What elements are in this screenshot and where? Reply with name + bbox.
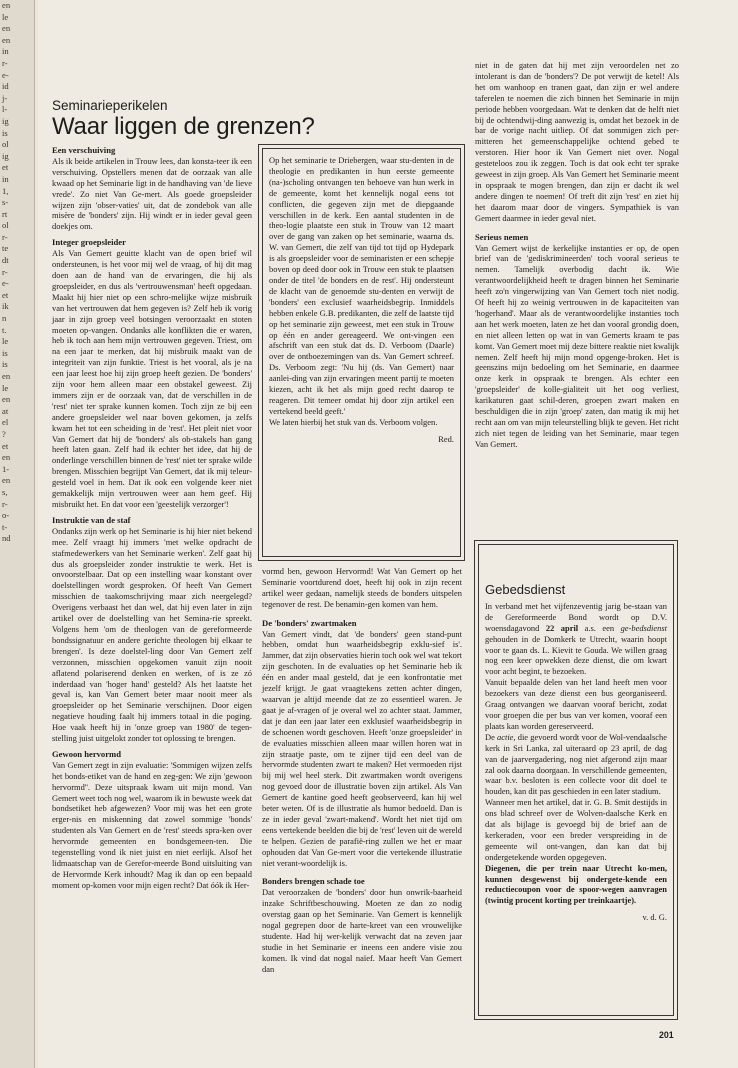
margin-fragment: le [2, 11, 9, 22]
text-run: a.s. een [578, 622, 621, 633]
margin-fragment: en [2, 23, 11, 34]
margin-fragment: en [2, 0, 11, 10]
date-text: 22 april [545, 622, 579, 633]
margin-fragment: n [2, 313, 7, 324]
margin-fragment: j- [2, 92, 8, 103]
margin-fragment: et [2, 289, 9, 300]
heading-een-verschuiving: Een verschuiving [52, 145, 116, 155]
page-number: 201 [659, 1030, 674, 1040]
editor-note-text [269, 155, 454, 445]
gebedsdienst-box [474, 540, 678, 1020]
article-column-3 [475, 60, 679, 535]
margin-fragment: e- [2, 69, 9, 80]
margin-fragment: s, [2, 486, 8, 497]
text-run-italic: ge-bedsdienst [620, 622, 667, 633]
margin-fragment: in [2, 173, 9, 184]
margin-fragment: el [2, 417, 9, 428]
article-column-1 [52, 145, 252, 1020]
margin-fragment: en [2, 34, 11, 45]
heading-serieus-nemen: Serieus nemen [475, 231, 529, 242]
paragraph: Wanneer men het artikel, dat ir. G. B. Smit destijds in ons blad schreef over de Wolven-daalsche Kerk en dat als bijlage is gevoegd bij de brief aan de kerkeraden, voor een breder verspreiding in de gemeente wil ont-vangen, dan kan dat bij ondergetekende worden opgegeven. [485, 797, 667, 862]
heading-bonders-zwartmaken: De 'bonders' zwartmaken [262, 617, 357, 628]
margin-fragment: s- [2, 197, 9, 208]
margin-fragment: et [2, 440, 9, 451]
editor-note-box [258, 144, 465, 561]
paragraph: Van Gemert vindt, dat 'de bonders' geen stand-punt hebben, omdat hun waarheidsbegrip exklu-sief is'. Jammer, dat zijn observaties hierin toch ook wel wat tekort zijn geschoten. In de evaluaties op het Seminarie heb ik één en ander maal gesteld, dat je een konfrontatie met jezelf krijgt. Je gaat vraagtekens zetten achter dingen, waarvan je altijd meende dat ze zo essentieel waren. Je gaat je af-vragen of je overal wel zo achter staat. Jammer, dat je dan een jaar later een exklusief waarheidsbegrip in de schoenen wordt geschoven. Heeft 'onze groepsleider' in de evaluaties misschien alleen maar willen horen wat in zijn straatje paste, om te zijner tijd een deel van de hervormde studenten zwart te maken? Het vermoeden rijst bij mij wel heel sterk. Dit zwartmaken wordt overigens nog gevoed door de illustratie boven zijn artikel. Als Van Gemert de kantine goed heeft geobserveerd, kan hij wel beter weten. Of is de illustratie als humor bedoeld. Dan is ze in ieder geval 'zwart-makend'. Wordt het niet tijd om eens vertekende beelden die bij de 'rest' leven uit de wereld te helpen. Gezien de parafië-ring zullen we het er maar ophouden dat Van Ge-mert voor die vertekende illustratie niet verant-woordelijk is. [262, 628, 462, 868]
margin-fragment: ? [2, 428, 6, 439]
margin-fragment: id [2, 81, 9, 92]
margin-fragment: at [2, 405, 9, 416]
paragraph: vormd ben, gewoon Hervormd! Wat Van Gemert op het Seminarie voortdurend doet, heeft hij ook in zijn recent artikel weer gedaan, namelijk steeds de bonders uitspelen tegenover de rest. De benamin-gen komen van hem. [262, 566, 462, 609]
text-run-italic: actie, [497, 731, 516, 742]
margin-fragment: en [2, 452, 11, 463]
margin-fragment: t- [2, 521, 8, 532]
margin-fragment: et [2, 162, 9, 173]
editor-signature: Red. [438, 433, 454, 444]
previous-page-margin [0, 0, 35, 1068]
margin-fragment: dt [2, 255, 9, 266]
heading-integer-groepsleider: Integer groepsleider [52, 237, 126, 248]
heading-gewoon-hervormd: Gewoon hervormd [52, 748, 121, 759]
margin-fragment: ig [2, 150, 9, 161]
margin-fragment: en [2, 394, 11, 405]
paragraph: Dat veroorzaken de 'bonders' door hun onwrik-baarheid inzake Schriftbeschouwing. Moeten ze dan zo nodig overstag gaan op het Seminarie. Van Gemert is kennelijk nogal gegrepen door de harte-kreet van een vrouwelijke studente. Had hij wer-kelijk verwacht dat na zeven jaar studie in het Seminarie er ineens een andere visie zou komen. Ik vind dat nogal naïef. Maar heeft Van Gemert dan [262, 887, 462, 974]
margin-fragment: in [2, 46, 9, 57]
margin-fragment: t. [2, 324, 7, 335]
margin-fragment: rt [2, 208, 8, 219]
paragraph: Vanuit bepaalde delen van het land heeft men voor bezoekers van deze dienst een bus georganiseerd. Graag ontvangen we daarvan vooraf bericht, zodat voor groepen die per bus van ver komen, vooraf een plaats kan worden gereserveerd. [485, 677, 667, 731]
text-run: De [485, 731, 498, 742]
paragraph: Van Gemert zegt in zijn evaluatie: 'Sommigen wijzen zelfs het bonds-etiket van de hand en zeg-gen: We zijn 'gewoon hervormd''. Deze uitspraak kwam uit mijn mond. Van Gemert weet toch nog wel, waarom ik in bewuste week dat bondsetiket heb afgewezen? Voor mij was het een grote erger-nis en miskenning dat zowel sommige 'bonds' studenten als Van Gemert en de 'rest' steeds spra-ken over hervormde gemeenten en bondsgemeen-ten. Die tegenstelling vond ik niet juist en niet eerlijk. Alsof het lidmaatschap van de Gerefor-meerde Bond uitsluiting van de Hervormde Kerk inhoudt? Mag ik dan op een bepaald moment op-komen voor mijn eigen recht? Dat óók ik Her- [52, 759, 252, 890]
margin-fragment: is [2, 347, 8, 358]
margin-fragment: r- [2, 231, 8, 242]
document-page [38, 0, 738, 1068]
gebedsdienst-signature: v. d. G. [642, 912, 667, 923]
margin-fragment: nd [2, 533, 11, 544]
paragraph [485, 601, 667, 677]
text-run: die gevoerd wordt voor de Wol-vendaalsche kerk in Sri Lanka, zal uiteraard op 23 april, de dag van de jaarvergadering, nog niet afgerond zijn maar zal ook daarna doorgaan. In verschillende gemeenten, waar b.v. besloten is een collecte voor dit doel te houden, kan dit pas geschieden in een later stadium. [485, 731, 667, 797]
margin-fragment: r- [2, 498, 8, 509]
paragraph: Van Gemert wijst de kerkelijke instanties er op, de open brief van de 'gediskrimineerden' toch vooral serieus te nemen. Tamelijk overbodig dacht ik. Wie verantwoordelijkheid heeft te dragen binnen het Seminarie heeft zo'n vingerwijzing van Van Gemert toch niet nodig. Of heeft hij zo weinig vertrouwen in de kapaciteiten van 'hogerhand'. Maar als de verantwoordelijke instanties toch aan het werk moeten, laten ze het dan vooral grondig doen, en niet alleen letten op wat in van Gemerts kraam te pas komt. Van Gemert moet mij deze bittere reaktie niet kwalijk nemen. Zelf heeft hij mijn mond opgenge-broken. Het is geenszins mijn bedoeling om het Seminarie, en daarmee onze kerk in opspraak te brengen. Als echter een 'groepsleider' de kolle-gialiteit uit het oog verliest, karikaturen gaat schil-deren, groepen zwart maken en beschuldigen die in zijn 'groep' zaten, dan matig ik mij het recht aan om van mijn teleurstelling blijk te geven. Het richt zich niet tegen de leiding van het Seminarie, maar tegen Van Gemert. [475, 242, 679, 449]
margin-fragment: is [2, 359, 8, 370]
text-run: In verband met het vijfenzeventig jarig be-staan van de Gereformeerde Bond wordt op D.V. woensdagavond [485, 600, 667, 633]
article-kicker: Seminarieperikelen [52, 98, 168, 113]
margin-fragment: le [2, 382, 9, 393]
margin-fragment: te [2, 243, 9, 254]
margin-fragment: o- [2, 510, 10, 521]
paragraph: Ondanks zijn werk op het Seminarie is hij hier niet bekend mee. Zelf vraagt hij immers 'met welke opdracht de stafmedewerkers van het Seminarie werken'. Zelf gaat hij dus als groepsleider zonder instruktie te werk. Het is onvoorstelbaar. Dat op een instelling waar konstant over doelstellingen wordt gesproken. Of heeft Van Gemert misschien de taakomschrijving maar zich neergelegd? Overigens verbaast het dan wel, dat hij even later in zijn artikel over de doelstelling van het Semina-rie spreekt. Volgens hem 'om de theologen van de gereformeerde bondssignatuur en andere gerichte theologen bij elkaar te brengen'. Is deze doelstel-ling door Van Gemert zelf verzonnen, misschien opgekomen vanuit zijn nooit aflatend polariserend denken en werken, of is ze zó inderdaad van 'hoger hand' gesteld? Als het laatste het geval is, kan Van Gemert beter maar nooit meer als groepsleider op het Seminarie verschijnen. Door eigen negatieve houding faalt hij immers totaal in die poging. Hoe vaak heeft hij in 'onze groep van 1980' de tegen-stelling juist uitgelokt zonder tot oplossing te brengen. [52, 525, 252, 744]
paragraph-bold: Diegenen, die per trein naar Utrecht ko-men, kunnen desgewenst bij ondergete-kende een reductiecoupon voor de spoor-wegen aanvragen (twintig procent korting per treinkaartje). [485, 862, 667, 906]
paragraph: Als Van Gemert geuitte klacht van de open brief wil ondersteunen, is het voor mij wel de vraag, of hij dit mag doen aan de hand van de ervaringen, die hij als groepsleider, en dus als 'vertrouwensman' heeft opgedaan. Maakt hij hier niet op een schro-melijke wijze misbruik van het vertrouwen dat hem gegeven is? Zelf heb ik vorig jaar in zijn groep veel botsingen veroorzaakt en stoten moeten op-vangen. Ondanks alle konflikten die er waren, heb ik toch aan hem mijn vertrouwen gegeven. Triest, om na een jaar te merken, dat hij misbruik maakt van de integriteit van zijn funktie. Triest is het vooral, als je na een jaar leest hoe hij zijn groep heeft gezien. De 'bonders' zijn voor hem alleen maar een obstakel geweest. Zij immers zijn er de oorzaak van, dat de verschillen in de 'rest' niet ter sprake kunnen komen. Toch zijn ze bij een andere groepsleider wel naar boven gekomen, ja zelfs kwam het tot een scheiding in de 'rest'. Het pleit niet voor Van Gemert dat hij de 'bonders' als ob-stakels han gang heeft laten gaan. Zelf had ik echter het idee, dat hij de onderlinge verschillen binnen de 'rest' niet ter sprake wilde brengen. Misschien begrijpt Van Gemert, dat ik mij teleur-gesteld voel in hem. Dat ik ook een volgende keer niet gemakkelijk mijn vertrouwen weer aan hem geef. Hij misbruikt het. En dat voor een 'geestelijk verzorger'! [52, 248, 252, 509]
heading-bonders-brengen-schade-toe: Bonders brengen schade toe [262, 876, 365, 887]
margin-fragment: ol [2, 139, 9, 150]
paragraph: Op het seminarie te Driebergen, waar stu-denten in de theologie en predikanten in hun eerste gemeente (na-)scholing ontvangen ten behoeve van hun werk in de gemeente, komt het kennelijk nogal eens tot conflicten, die gegeven zijn met de diepgaande verschillen in de kerk. Een aantal studenten in de theo-logie plaatste een stuk in Trouw van 12 maart over de gang van zaken op het seminarie, waarna ds. W. van Gemert, die zelf van tijd tot tijd op Hydepark is als groepsleider voor de seminaristen er een schepje boven op deed door ook in Trouw een stuk te plaatsen onder de titel 'de bonders en de rest'. Hij ondersteunt de klacht van de genoemde stu-denten en verwijt de 'bonders' een exclusief waarheidsbegrip. Inmiddels hebben enkele G.B. predikanten, die zelf de laatste tijd op het seminarie zijn geweest, met een stuk in Trouw op één en ander gereageerd. We ont-vingen een afschrift van een stuk dat ds. D. Verboom (Daarle) over de ontboezemingen van ds. Van Gemert schreef. Ds. Verboom zegt: 'Nu hij (ds. Van Gemert) naar aanlei-ding van zijn ervaringen meent partij te moeten kiezen, acht ik het als mijn goed recht daarop te reageren. Dit temeer omdat hij door zijn artikel een vertekend beeld geeft.' [269, 155, 454, 416]
margin-fragment: ol [2, 220, 9, 231]
gebedsdienst-text [485, 581, 667, 923]
margin-fragment: 1- [2, 463, 10, 474]
heading-instruktie-van-de-staf: Instruktie van de staf [52, 514, 131, 525]
paragraph: We laten hierbij het stuk van ds. Verboom volgen. [269, 416, 438, 427]
article-title: Waar liggen de grenzen? [52, 113, 315, 140]
margin-fragment: e- [2, 278, 9, 289]
margin-fragment: r- [2, 266, 8, 277]
paragraph: Als ik beide artikelen in Trouw lees, dan konsta-teer ik een verschuiving. Opstellers menen dat de oorzaak van alle kwaad op het Seminarie ligt in de handhaving van 'de lieve vrede'. Zo niet Van Ge-mert. Als goede groepsleider wijzen zijn 'obser-vaties' uit, dat de zondebok van alle misère de 'bonders' zijn. Hij windt er in ieder geval geen doekjes om. [52, 155, 252, 232]
text-run: gehouden in de Domkerk te Utrecht, waarin hoopt voor te gaan ds. L. Kievit te Gouda. We willen graag nog een keer opwekken deze dienst, die om kwart voor acht begint, te bezoeken. [485, 633, 667, 677]
margin-fragment: ig [2, 115, 9, 126]
paragraph [485, 732, 667, 797]
margin-fragment: is [2, 127, 8, 138]
paragraph: niet in de gaten dat hij met zijn veroordelen net zo intolerant is dan de 'bonders'? De pot verwijt de ketel! Als het om wanhoop en tranen gaat, dan zijn er wel andere taferelen te noemen die zich binnen het Seminarie in mijn periode hebben voorgedaan. Wat te denken dat de helft niet bij de ochtendwij-ding aanwezig is, omdat het bezoek in de bar de vorige nacht uitliep. Of dat sommigen zich per-mitteren het gemeenschappelijke ochtend gebed te verstoren. Hier hoor ik Van Gemert niet over. Nogal gesteteloos zou ik zeggen. Toch is dat ook echt ter sprake geweest in zijn groep. Als Van Gemert het Seminarie meent in opspraak te mogen brengen, dan zijn er dacht ik wel andere dingen te noemen! Of treft dit zijn 'rest' en ziet hij het daarom maar door de vingers. Sympathiek is van Gemert daarmee in ieder geval niet. [475, 60, 679, 223]
margin-fragment: en [2, 475, 11, 486]
margin-fragment: le [2, 336, 9, 347]
margin-fragment: en [2, 371, 11, 381]
margin-fragment: 1, [2, 185, 9, 196]
margin-fragment: ik [2, 301, 9, 312]
article-column-2 [262, 566, 462, 1021]
gebedsdienst-title: Gebedsdienst [485, 582, 566, 597]
margin-fragment: r- [2, 57, 8, 68]
margin-fragment: l- [2, 104, 8, 115]
